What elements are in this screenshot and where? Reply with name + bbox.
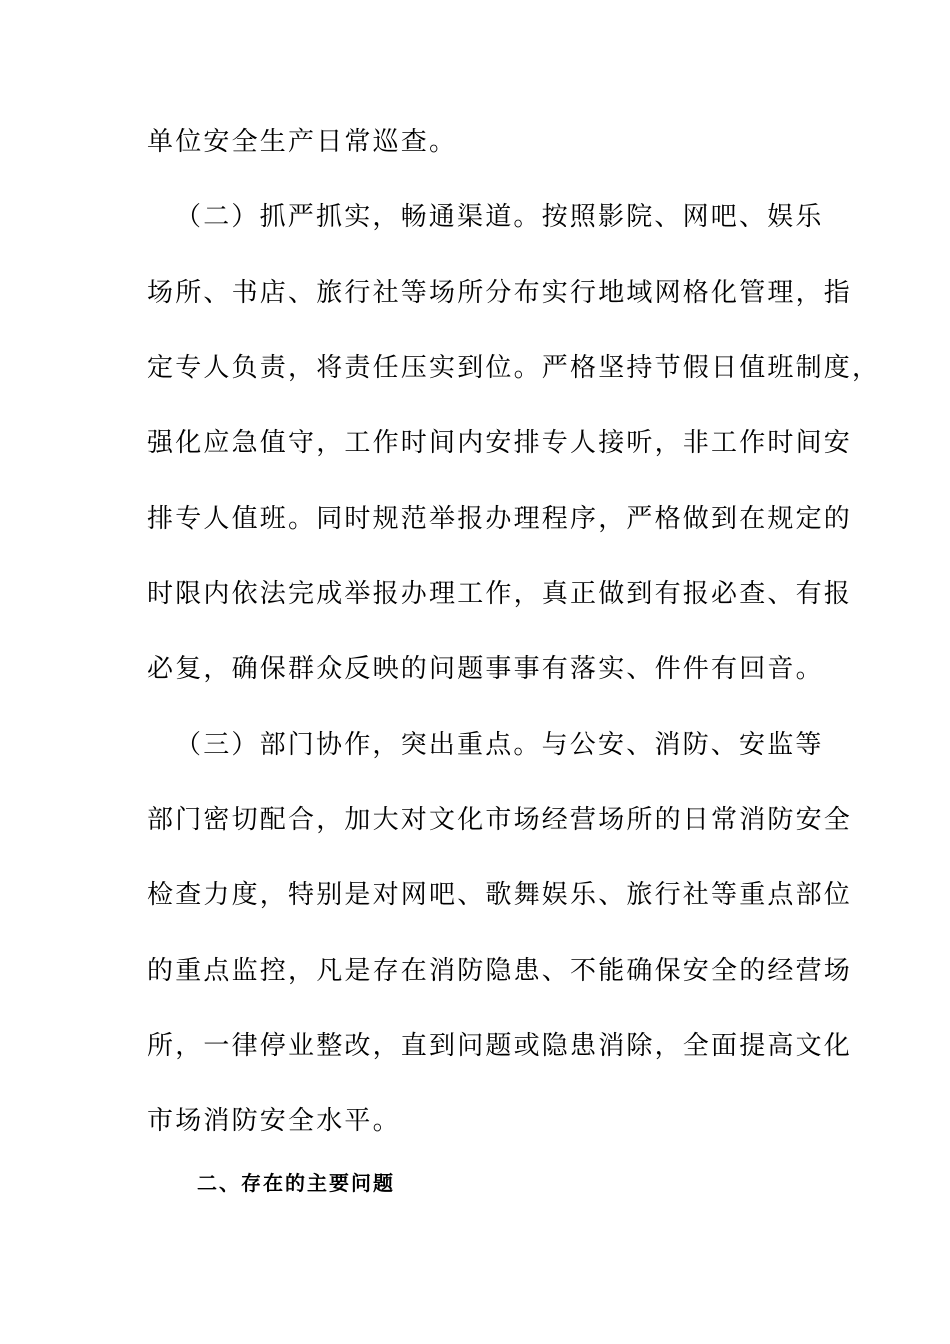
section-heading: 二、存在的主要问题	[197, 1171, 395, 1195]
paragraph-line: 所，一律停业整改，直到问题或隐患消除，全面提高文化	[147, 1031, 853, 1061]
paragraph-line: （二）抓严抓实，畅通渠道。按照影院、网吧、娱乐	[175, 202, 824, 232]
paragraph-line: 强化应急值守，工作时间内安排专人接听，非工作时间安	[147, 428, 853, 458]
paragraph-line: 的重点监控，凡是存在消防隐患、不能确保安全的经营场	[147, 956, 853, 986]
paragraph-line: 定专人负责，将责任压实到位。严格坚持节假日值班制度，	[147, 353, 881, 383]
paragraph-line: 必复，确保群众反映的问题事事有落实、件件有回音。	[147, 654, 824, 684]
paragraph-line: 部门密切配合，加大对文化市场经营场所的日常消防安全	[147, 805, 853, 835]
paragraph-line: 检查力度，特别是对网吧、歌舞娱乐、旅行社等重点部位	[147, 880, 853, 910]
paragraph-line: 单位安全生产日常巡查。	[147, 127, 458, 157]
paragraph-line: 排专人值班。同时规范举报办理程序，严格做到在规定的	[147, 504, 853, 534]
paragraph-line: 时限内依法完成举报办理工作，真正做到有报必查、有报	[147, 579, 853, 609]
paragraph-line: （三）部门协作，突出重点。与公安、消防、安监等	[175, 730, 824, 760]
paragraph-line: 市场消防安全水平。	[147, 1106, 401, 1136]
paragraph-line: 场所、书店、旅行社等场所分布实行地域网格化管理，指	[147, 278, 853, 308]
